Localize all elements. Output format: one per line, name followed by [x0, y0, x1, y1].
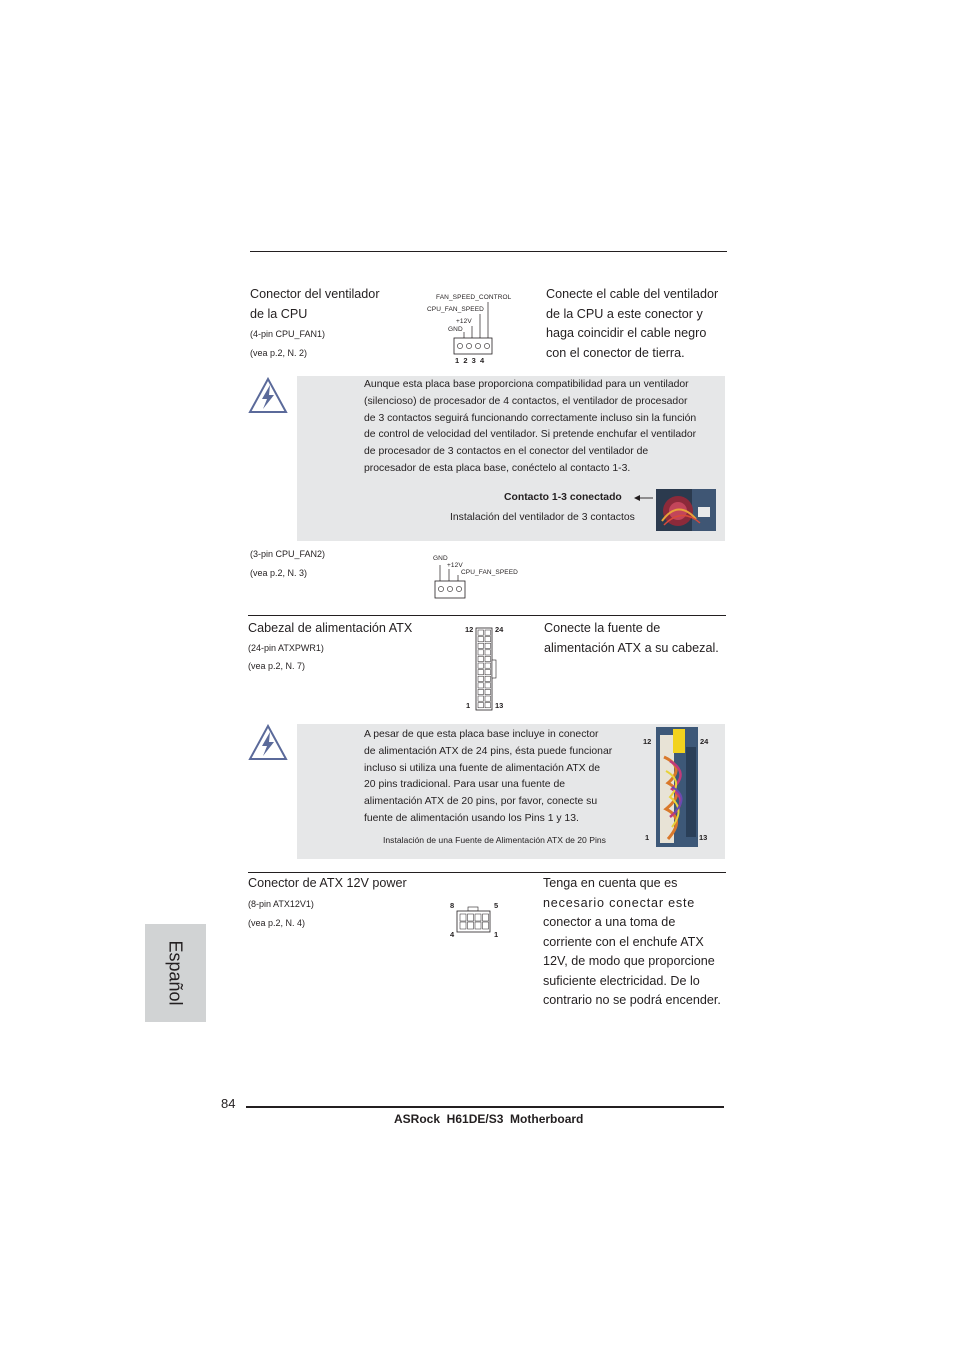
note2-pin-13: 13	[699, 833, 708, 842]
atx-pin: (24-pin ATXPWR1)	[248, 643, 324, 653]
section-rule-atx	[248, 615, 726, 616]
fan-installation-photo	[656, 489, 716, 531]
atx12v-8pin-connector-diagram	[456, 906, 492, 934]
cpu-fan1-pin-numbers: 1 2 3 4	[455, 356, 485, 365]
atx-description: Conecte la fuente de alimentación ATX a su cabezal.	[544, 621, 719, 655]
atx12v-pin-4: 4	[450, 930, 455, 939]
cpu-fan1-description: Conecte el cable del ventilador de la CPU a este conector y haga coincidir el cable negro con el conector de tierra.	[546, 287, 719, 360]
cpu-fan2-connector-diagram	[433, 563, 469, 601]
fan-speed-control-label: FAN_SPEED_CONTROL	[436, 294, 512, 301]
atx-24pin-connector-diagram	[475, 627, 499, 711]
language-label: Español	[165, 940, 186, 1006]
cpu-fan1-connector-diagram	[450, 296, 500, 358]
note2-pin-1: 1	[645, 833, 650, 842]
cpu-fan1-ref: (vea p.2, N. 2)	[250, 348, 308, 358]
warning-icon	[248, 724, 288, 762]
section-rule-atx12v	[248, 872, 726, 873]
note1-bold-caption: Contacto 1-3 conectado	[504, 492, 622, 503]
atx12v-ref: (vea p.2, N. 4)	[248, 918, 306, 928]
note2-pin-12: 12	[643, 737, 652, 746]
atx-pin-13: 13	[495, 701, 504, 710]
atx12v-pin: (8-pin ATX12V1)	[248, 899, 314, 909]
cpu-fan1-pin: (4-pin CPU_FAN1)	[250, 329, 326, 339]
top-rule	[250, 251, 727, 252]
warning-icon	[248, 377, 288, 415]
note2-pin-24: 24	[700, 737, 709, 746]
fan2-cpu-fan-speed-label: CPU_FAN_SPEED	[461, 569, 518, 576]
atx-pin-24: 24	[495, 625, 504, 634]
page-number: 84	[221, 1096, 236, 1111]
atx-title: Cabezal de alimentación ATX	[248, 621, 413, 635]
cpu-fan2-ref: (vea p.2, N. 3)	[250, 568, 308, 578]
atx-pin-1: 1	[466, 701, 471, 710]
footer-rule	[246, 1106, 724, 1108]
atx12v-description: Tenga en cuenta que es necesario conectar este conector a una toma de corriente con el enchufe ATX 12V, de modo que proporcione suficiente electricidad. De lo contrario no se podrá encender.	[543, 876, 721, 1007]
atx-pin-12: 12	[465, 625, 474, 634]
gnd-label: GND	[448, 326, 463, 333]
atx12v-pin-1: 1	[494, 930, 499, 939]
atx-ref: (vea p.2, N. 7)	[248, 661, 306, 671]
language-side-tab	[145, 924, 206, 1022]
atx12v-pin-8: 8	[450, 901, 455, 910]
note1-caption: Instalación del ventilador de 3 contactos	[450, 512, 635, 523]
arrow-left-icon	[634, 494, 654, 502]
cpu-fan2-pin: (3-pin CPU_FAN2)	[250, 549, 326, 559]
note1-text: Aunque esta placa base proporciona compatibilidad para un ventilador (silencioso) de procesador de 4 contactos, el ventilador de procesador de 3 contactos seguirá funcionando correctamente incluso sin la función de control de velocidad del ventilador. Si pretende enchufar el ventilador de procesador de 3 contactos en el conector del ventilador de procesador de esta placa base, conéctelo al contacto 1-3.	[364, 379, 697, 474]
cpu-fan1-title: Conector del ventilador de la CPU	[250, 287, 380, 321]
fan2-v12-label: +12V	[447, 562, 463, 569]
footer-title: ASRock H61DE/S3 Motherboard	[394, 1112, 584, 1126]
note2-caption: Instalación de una Fuente de Alimentación ATX de 20 Pins	[383, 835, 606, 845]
atx12v-pin-5: 5	[494, 901, 499, 910]
atx12v-title: Conector de ATX 12V power	[248, 876, 407, 890]
atx-20pin-installation-photo	[656, 727, 698, 847]
fan2-gnd-label: GND	[433, 555, 448, 562]
v12-label: +12V	[456, 318, 472, 325]
note2-text: A pesar de que esta placa base incluye in conector de alimentación ATX de 24 pins, ésta puede funcionar incluso si utiliza una fuente de alimentación ATX de 20 pins tradicional. Para usar una fuente de alimentación ATX de 20 pins, por favor, conecte su fuente de alimentación usando los Pins 1 y 13.	[364, 729, 613, 824]
cpu-fan-speed-label: CPU_FAN_SPEED	[427, 306, 484, 313]
